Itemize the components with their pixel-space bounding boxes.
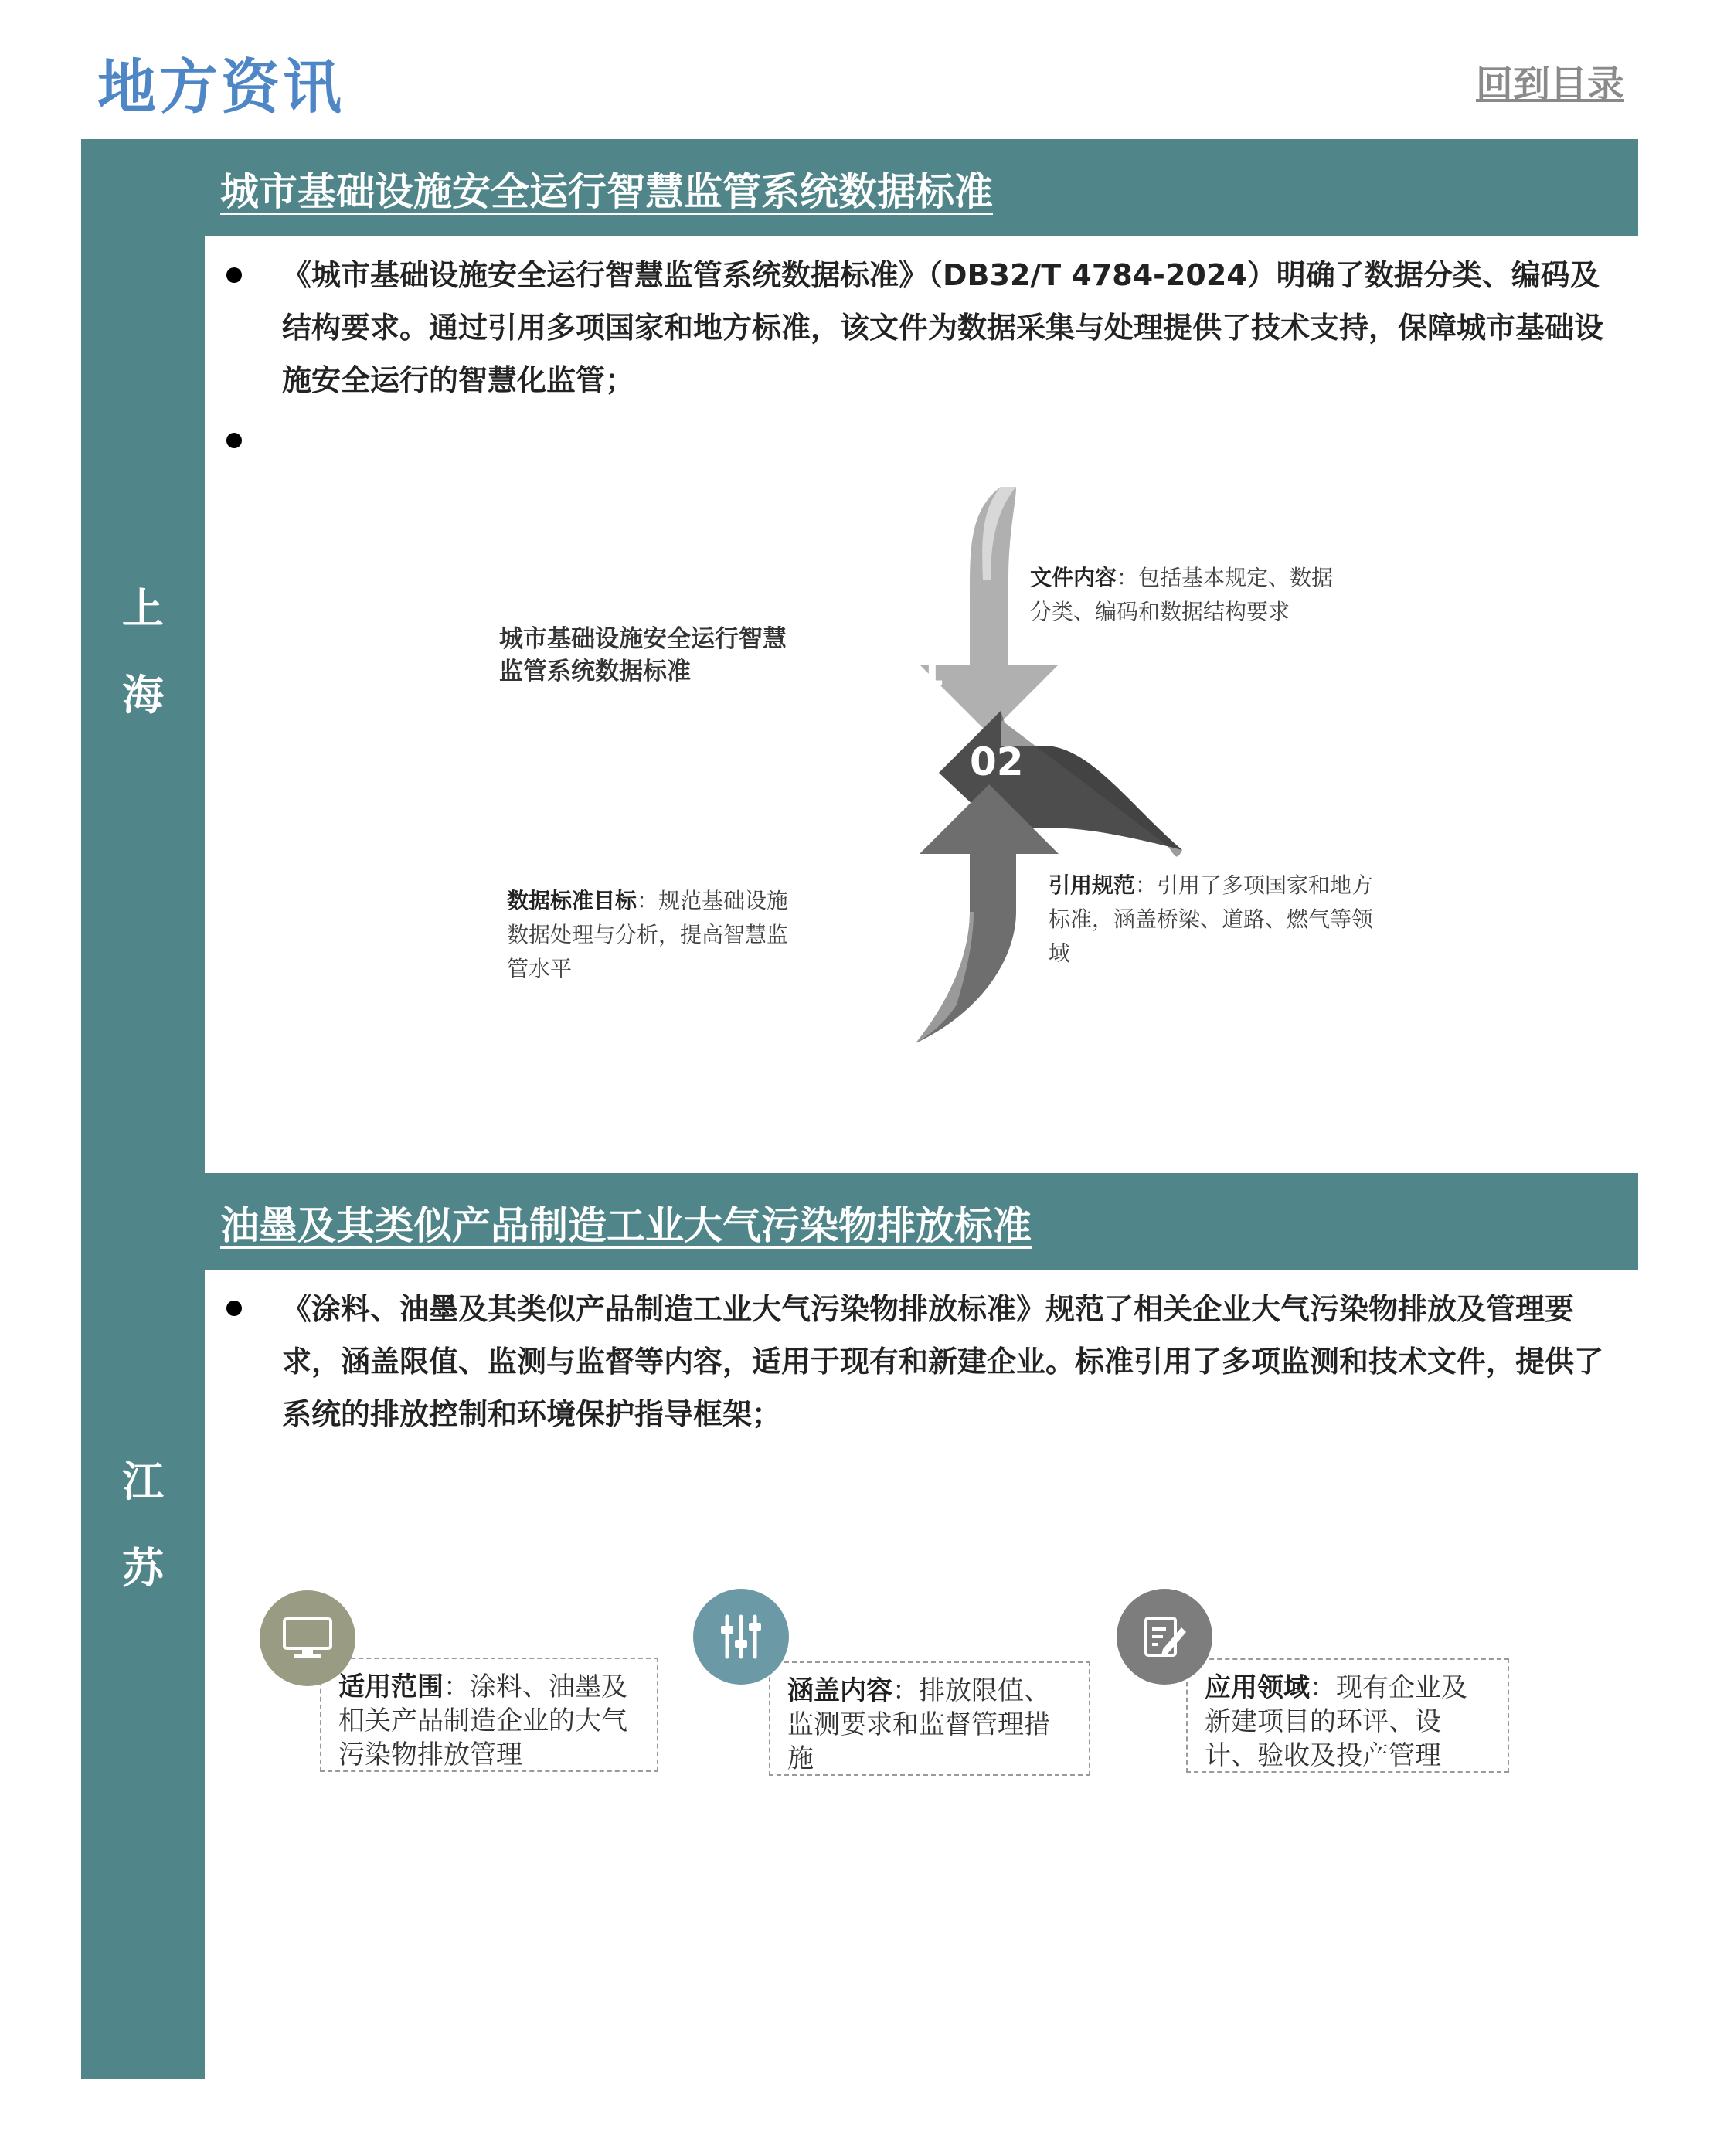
step-label: 数据标准目标: [507, 888, 638, 913]
region-label-jiangsu: [81, 1439, 205, 1612]
card-icon-circle: [693, 1589, 789, 1685]
step-text: ：引用了多项国家和地方标准，涵盖桥梁、道路、燃气等领域: [1049, 872, 1374, 966]
step-02-description: [1049, 869, 1381, 971]
section-title[interactable]: 油墨及其类似产品制造工业大气污染物排放标准: [220, 1203, 1032, 1248]
card-text: ：排放限值、监测要求和监督管理措施: [787, 1675, 1050, 1774]
region-sidebar: [81, 139, 205, 2079]
monitor-icon: [280, 1615, 335, 1661]
card-label: 涵盖内容: [787, 1675, 892, 1706]
step-03-number: 03: [894, 854, 948, 899]
step-01-description: [1030, 561, 1347, 629]
section-paragraph: 《涂料、油墨及其类似产品制造工业大气污染物排放标准》规范了相关企业大气污染物排放及管理要求，涵盖限值、监测与监督等内容，适用于现有和新建企业。标准引用了多项监测和技术文件，提供了系统的排放控制和环境保护指导框架；: [282, 1292, 1604, 1431]
diagram-center-label: 城市基础设施安全运行智慧监管系统数据标准: [499, 625, 787, 685]
step-text: ：包括基本规定、数据分类、编码和数据结构要求: [1030, 565, 1334, 624]
bullet: [226, 267, 242, 283]
back-to-toc-link[interactable]: 回到目录: [1475, 63, 1624, 106]
info-card-application: [1186, 1658, 1509, 1773]
section-header: [205, 1173, 1638, 1270]
info-card-scope: [320, 1658, 658, 1772]
bullet: [226, 433, 242, 448]
region-label-shanghai: [81, 566, 205, 739]
card-text: ：现有企业及新建项目的环评、设计、验收及投产管理: [1205, 1672, 1467, 1771]
step-02-number: 02: [970, 740, 1024, 784]
info-card-content: [769, 1661, 1090, 1776]
step-01-number: 01: [891, 650, 945, 695]
card-label: 适用范围: [338, 1671, 444, 1702]
section-paragraph: 《城市基础设施安全运行智慧监管系统数据标准》（DB32/T 4784-2024）明确了数据分类、编码及结构要求。通过引用多项国家和地方标准，该文件为数据采集与处理提供了技术支持，保障城市基础设施安全运行的智慧化监管；: [282, 258, 1604, 397]
card-icon-circle: [1117, 1589, 1212, 1685]
bullet: [226, 1301, 242, 1316]
step-label: 文件内容: [1030, 565, 1117, 590]
region-char: 海: [122, 671, 164, 719]
region-char: 上: [122, 584, 164, 633]
card-icon-circle: [260, 1590, 355, 1686]
edit-document-icon: [1140, 1612, 1189, 1661]
step-03-description: [507, 884, 801, 986]
sliders-icon: [716, 1612, 766, 1661]
step-text: ：规范基础设施数据处理与分析，提高智慧监管水平: [507, 888, 789, 981]
card-label: 应用领域: [1205, 1672, 1310, 1703]
page-title: 地方资讯: [97, 53, 345, 121]
step-label: 引用规范: [1049, 872, 1136, 898]
region-char: 江: [122, 1457, 164, 1506]
section-header: [205, 139, 1638, 236]
card-text: ：涂料、油墨及相关产品制造企业的大气污染物排放管理: [338, 1671, 627, 1770]
section-title[interactable]: 城市基础设施安全运行智慧监管系统数据标准: [220, 169, 993, 214]
region-char: 苏: [122, 1544, 164, 1593]
